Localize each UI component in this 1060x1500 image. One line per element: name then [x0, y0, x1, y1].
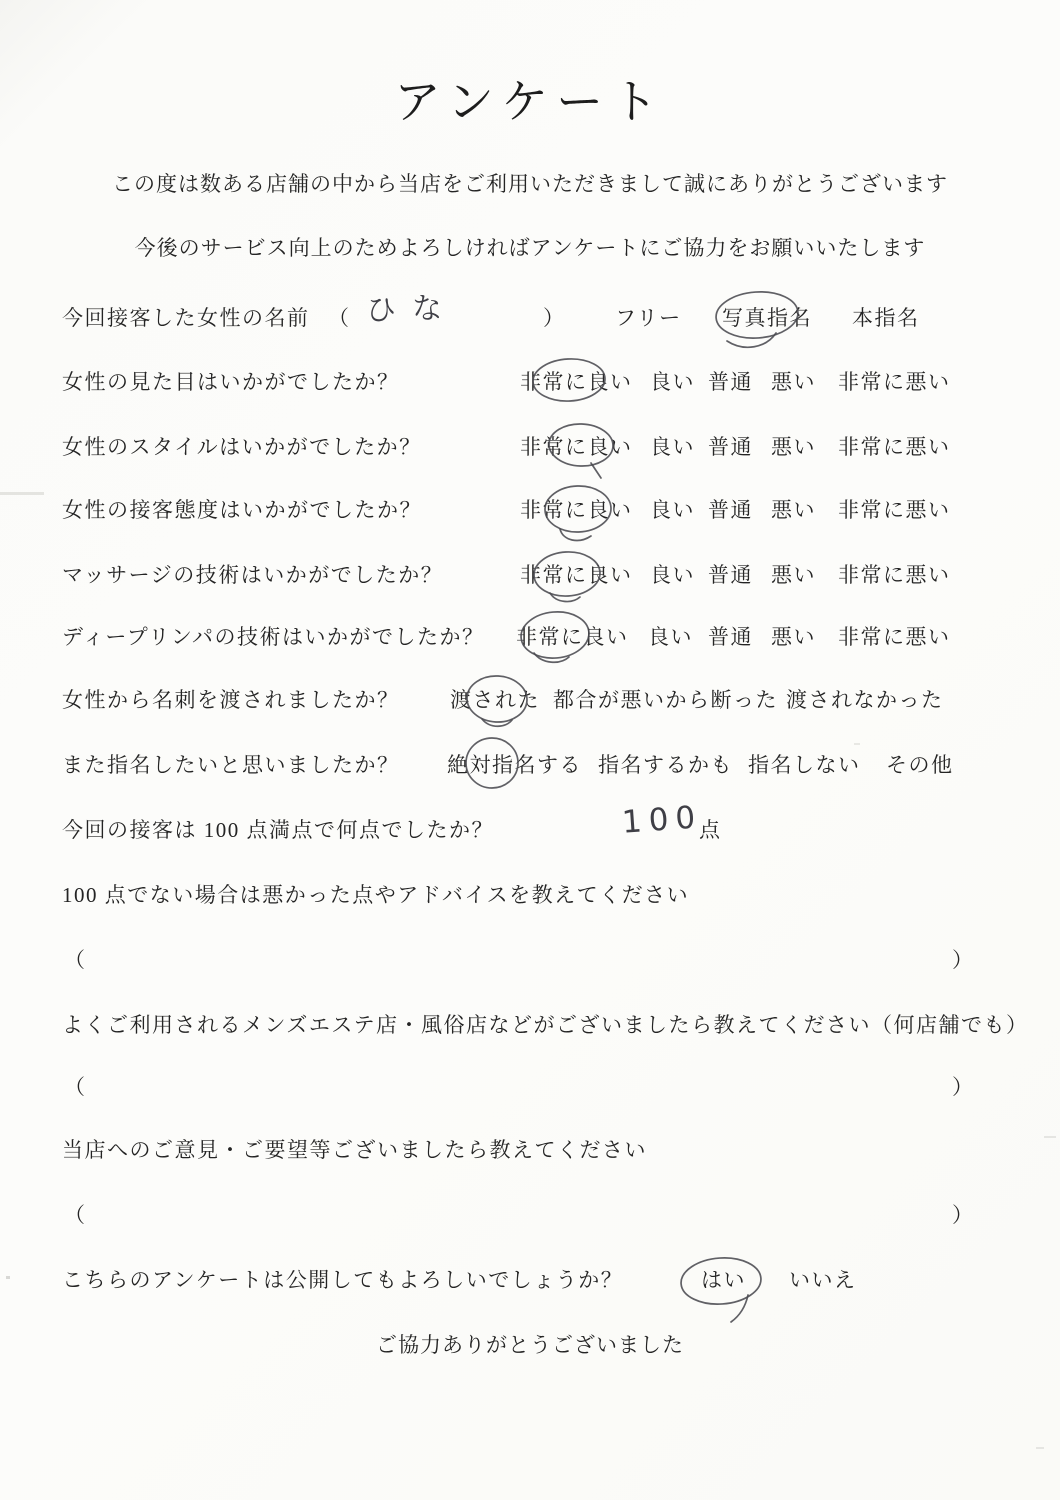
rating-option-normal: 普通: [708, 625, 753, 649]
answer-open-paren: （: [64, 1075, 87, 1099]
rating-option-good: 良い: [650, 563, 695, 587]
score-question-label: 今回の接客は 100 点満点で何点でしたか？: [62, 818, 494, 842]
option-hon-shimei: 本指名: [852, 306, 920, 330]
rating-row-deep-lymph: [0, 623, 1060, 653]
rating-option-bad: 悪い: [771, 435, 816, 459]
rating-question-label: 女性のスタイルはいかがでしたか？: [62, 435, 422, 459]
handwritten-name-value: ひな: [365, 290, 459, 329]
rating-option-very-good: 非常に良い: [520, 563, 633, 587]
name-question-label: 今回接客した女性の名前: [62, 306, 310, 330]
score-row: [0, 799, 1060, 846]
other-shops-answer-row: [0, 1073, 1060, 1103]
rating-option-normal: 普通: [708, 563, 753, 587]
rating-option-very-bad: 非常に悪い: [838, 370, 951, 394]
scan-artifact-speck: [854, 743, 860, 745]
feedback-answer-row: [0, 1201, 1060, 1231]
publish-option-no: いいえ: [789, 1268, 857, 1292]
feedback-question-row: [0, 1136, 1060, 1166]
score-unit-label: 点: [699, 818, 722, 842]
rating-question-label: 女性の接客態度はいかがでしたか？: [62, 498, 422, 522]
card-question-label: 女性から名刺を渡されましたか？: [62, 688, 400, 712]
intro-line-2: 今後のサービス向上のためよろしければアンケートにご協力をお願いいたします: [134, 236, 926, 260]
rating-option-good: 良い: [650, 498, 695, 522]
rating-question-label: ディープリンパの技術はいかがでしたか？: [62, 625, 485, 649]
answer-close-paren: ）: [952, 1075, 975, 1099]
rating-question-label: 女性の見た目はいかがでしたか？: [62, 370, 400, 394]
publish-question-label: こちらのアンケートは公開してもよろしいでしょうか？: [62, 1268, 624, 1292]
answer-open-paren: （: [64, 1203, 87, 1227]
repeat-option-other: その他: [886, 753, 954, 777]
rating-option-bad: 悪い: [771, 625, 816, 649]
card-option-received: 渡された: [450, 688, 540, 712]
rating-option-good: 良い: [648, 625, 693, 649]
handwritten-score-value: 100: [620, 799, 704, 841]
option-free: フリー: [615, 306, 682, 330]
repeat-option-maybe: 指名するかも: [598, 753, 733, 777]
rating-option-very-good: 非常に良い: [520, 370, 633, 394]
feedback-question-label: 当店へのご意見・ご要望等ございましたら教えてください: [62, 1138, 647, 1162]
rating-option-very-bad: 非常に悪い: [838, 563, 951, 587]
rating-option-very-bad: 非常に悪い: [838, 435, 951, 459]
rating-option-good: 良い: [650, 370, 695, 394]
name-open-paren: （: [328, 306, 351, 330]
rating-option-normal: 普通: [708, 498, 753, 522]
rating-option-good: 良い: [650, 435, 695, 459]
publish-consent-row: [0, 1266, 1060, 1296]
rating-option-bad: 悪い: [771, 563, 816, 587]
page-title: アンケート: [393, 77, 667, 129]
business-card-row: [0, 686, 1060, 716]
scan-artifact-speck: [1036, 1447, 1044, 1449]
advice-question-label: 100 点でない場合は悪かった点やアドバイスを教えてください: [62, 883, 690, 907]
rating-option-normal: 普通: [708, 370, 753, 394]
name-close-paren: ）: [543, 306, 566, 330]
repeat-nomination-row: [0, 751, 1060, 781]
publish-option-yes: はい: [701, 1268, 746, 1292]
name-question-row: [0, 290, 1060, 334]
repeat-option-definitely: 絶対指名する: [447, 753, 582, 777]
answer-open-paren: （: [64, 948, 87, 972]
repeat-question-label: また指名したいと思いましたか？: [62, 753, 400, 777]
advice-question-row: [0, 881, 1060, 911]
advice-answer-row: [0, 946, 1060, 976]
card-option-not-received: 渡されなかった: [786, 688, 944, 712]
rating-question-label: マッサージの技術はいかがでしたか？: [62, 563, 444, 587]
repeat-option-no: 指名しない: [748, 753, 861, 777]
card-option-declined: 都合が悪いから断った: [553, 688, 778, 712]
rating-option-very-bad: 非常に悪い: [838, 625, 951, 649]
rating-option-very-good: 非常に良い: [520, 435, 633, 459]
intro-line-1: この度は数ある店舗の中から当店をご利用いただきまして誠にありがとうございます: [112, 172, 948, 196]
rating-row-service: [0, 496, 1060, 526]
rating-row-style: [0, 433, 1060, 463]
answer-close-paren: ）: [952, 948, 975, 972]
rating-option-very-good: 非常に良い: [516, 625, 629, 649]
rating-option-bad: 悪い: [771, 498, 816, 522]
rating-option-very-bad: 非常に悪い: [838, 498, 951, 522]
closing-thanks: ご協力ありがとうございました: [376, 1333, 684, 1357]
scan-artifact-fold-line: [0, 492, 44, 495]
rating-row-massage: [0, 561, 1060, 591]
other-shops-question-label: よくご利用されるメンズエステ店・風俗店などがございましたら教えてください（何店舗でも）: [62, 1013, 1029, 1037]
rating-option-very-good: 非常に良い: [520, 498, 633, 522]
answer-close-paren: ）: [952, 1203, 975, 1227]
rating-row-looks: [0, 368, 1060, 398]
other-shops-question-row: [0, 1011, 1060, 1041]
rating-option-bad: 悪い: [771, 370, 816, 394]
option-photo-shimei: 写真指名: [722, 306, 812, 330]
rating-option-normal: 普通: [708, 435, 753, 459]
